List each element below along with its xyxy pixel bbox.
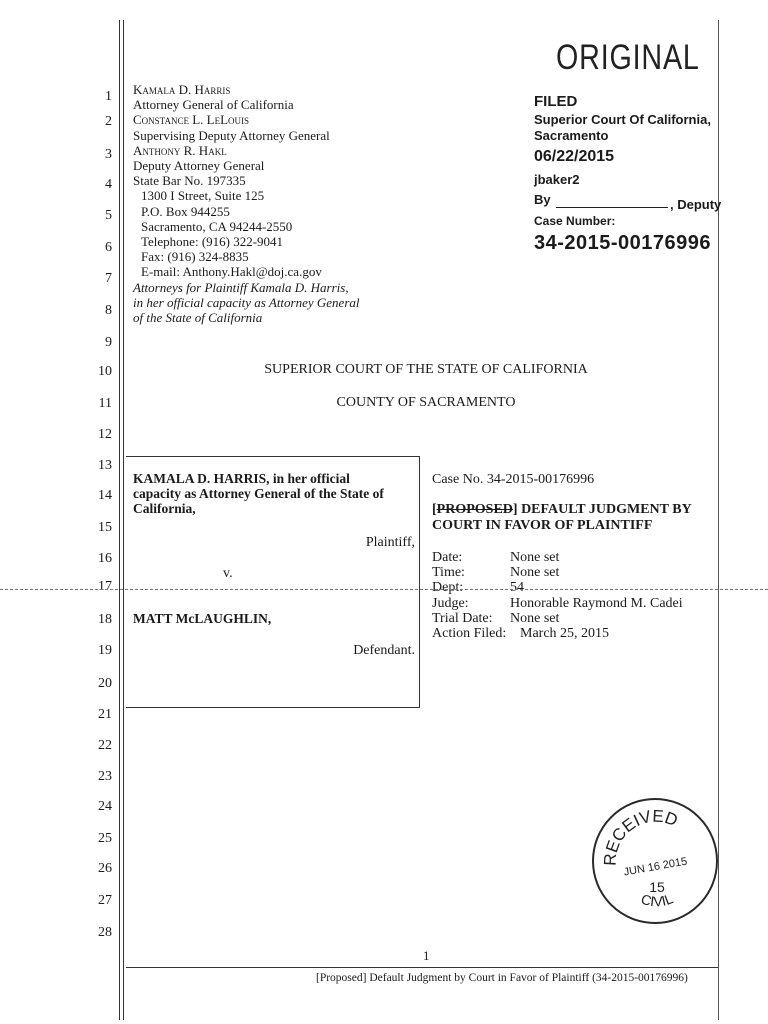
filing-deputy-label: , Deputy (670, 197, 722, 212)
line-number: 8 (105, 303, 112, 318)
action-filed (432, 626, 609, 641)
case-number: Case No. 34-2015-00176996 (432, 472, 595, 487)
line-number: 22 (98, 738, 112, 753)
line-number: 11 (98, 396, 112, 411)
trial-date-value: None set (510, 611, 560, 626)
filing-by-label: By (534, 192, 551, 207)
line-number: 15 (98, 520, 112, 535)
state-bar-number: State Bar No. 197335 (133, 173, 246, 189)
pleading-left-rule-inner (123, 20, 124, 1020)
email: E-mail: Anthony.Hakl@doj.ca.gov (141, 264, 322, 280)
line-number: 2 (105, 114, 112, 129)
line-number: 7 (105, 271, 112, 286)
received-stamp (592, 798, 718, 924)
received-number: 15 (649, 879, 665, 895)
defendant-role: Defendant. (353, 643, 415, 658)
line-number: 16 (98, 551, 112, 566)
plaintiff-line3: California, (133, 501, 196, 516)
line-number: 10 (98, 364, 112, 379)
department-value: 54 (510, 580, 524, 595)
document-title-line2: COURT IN FAVOR OF PLAINTIFF (432, 518, 653, 533)
telephone: Telephone: (916) 322-9041 (141, 234, 284, 250)
line-number: 18 (98, 612, 112, 627)
line-number: 21 (98, 707, 112, 722)
case-number-stamp: 34-2015-00176996 (534, 232, 712, 254)
judge (432, 596, 683, 611)
plaintiff-line1: KAMALA D. HARRIS, in her official (133, 471, 350, 486)
line-number: 26 (98, 861, 112, 876)
judge-value: Honorable Raymond M. Cadei (510, 596, 683, 611)
department-label: Dept: (432, 580, 464, 595)
case-number-label: Case Number: (534, 214, 616, 228)
page-number: 1 (423, 948, 430, 963)
filing-date: 06/22/2015 (534, 148, 615, 165)
hearing-date (432, 550, 559, 565)
line-number: 1 (105, 89, 112, 104)
line-number: 13 (98, 458, 112, 473)
action-filed-label: Action Filed: (432, 626, 507, 641)
line-number: 3 (105, 147, 112, 162)
line-number: 23 (98, 769, 112, 784)
pleading-right-rule (718, 20, 719, 1020)
fax: Fax: (916) 324-8835 (141, 249, 249, 265)
line-number: 5 (105, 208, 112, 223)
action-filed-value: March 25, 2015 (520, 626, 610, 641)
line-number: 20 (98, 676, 112, 691)
versus: v. (223, 566, 233, 581)
original-stamp: ORIGINAL (556, 38, 700, 77)
line-number: 19 (98, 643, 112, 658)
plaintiff-line2: capacity as Attorney General of the State of (133, 486, 384, 501)
attorneys-for-line3: of the State of California (133, 310, 263, 326)
scan-dashed-line (0, 589, 768, 590)
document-title-line1 (432, 502, 692, 518)
line-number: 6 (105, 240, 112, 255)
hearing-time-label: Time: (432, 565, 465, 580)
trial-date (432, 611, 559, 626)
title-rest: ] DEFAULT JUDGMENT BY (512, 502, 692, 517)
filed-label: FILED (534, 93, 578, 110)
line-number: 14 (98, 488, 112, 503)
received-division: CIVIL (639, 890, 676, 910)
judge-label: Judge: (432, 596, 469, 611)
pleading-left-rule (119, 20, 120, 1020)
hearing-time-value: None set (510, 565, 560, 580)
filing-clerk: jbaker2 (534, 172, 580, 187)
line-number: 9 (105, 335, 112, 350)
filing-court-line2: Sacramento (534, 128, 609, 143)
court-county: COUNTY OF SACRAMENTO (336, 395, 516, 410)
line-number: 17 (98, 579, 112, 594)
defendant-name: MATT McLAUGHLIN, (133, 611, 272, 626)
received-word: RECEIVED (600, 806, 681, 867)
attorney-general-name: Kamala D. Harris (133, 82, 231, 97)
hearing-date-value: None set (510, 550, 560, 565)
filing-by-line (556, 207, 668, 208)
title-struck-word: PROPOSED (436, 502, 513, 517)
hearing-time (432, 565, 559, 580)
footer-rule (126, 967, 718, 968)
supervising-attorney-title: Supervising Deputy Attorney General (133, 127, 330, 143)
footer-caption: [Proposed] Default Judgment by Court in Favor of Plaintiff (34-2015-00176996) (316, 972, 688, 984)
trial-date-label: Trial Date: (432, 611, 493, 626)
received-stamp-art (594, 800, 716, 922)
attorneys-for-line1: Attorneys for Plaintiff Kamala D. Harris, (133, 279, 349, 295)
line-number: 27 (98, 893, 112, 908)
deputy-attorney-title: Deputy Attorney General (133, 158, 265, 174)
line-number: 24 (98, 799, 112, 814)
line-number: 4 (105, 177, 112, 192)
line-number: 12 (98, 427, 112, 442)
attorney-general-title: Attorney General of California (133, 97, 294, 113)
hearing-date-label: Date: (432, 550, 463, 565)
plaintiff-role: Plaintiff, (365, 535, 415, 550)
received-date: JUN 16 2015 (622, 855, 689, 879)
attorney-block (133, 82, 360, 325)
line-number: 28 (98, 925, 112, 940)
supervising-attorney-name: Constance L. LeLouis (133, 112, 250, 128)
attorneys-for-line2: in her official capacity as Attorney General (133, 294, 360, 310)
filing-court-line1: Superior Court Of California, (534, 112, 711, 127)
street-address: 1300 I Street, Suite 125 (141, 188, 265, 204)
department (432, 580, 524, 595)
po-box: P.O. Box 944255 (141, 203, 230, 219)
title-bracket-open: [ (432, 502, 437, 517)
city-state-zip: Sacramento, CA 94244-2550 (141, 218, 293, 234)
line-number: 25 (98, 831, 112, 846)
deputy-attorney-name: Anthony R. Hakl (133, 142, 227, 158)
court-name: SUPERIOR COURT OF THE STATE OF CALIFORNIA (264, 362, 588, 377)
